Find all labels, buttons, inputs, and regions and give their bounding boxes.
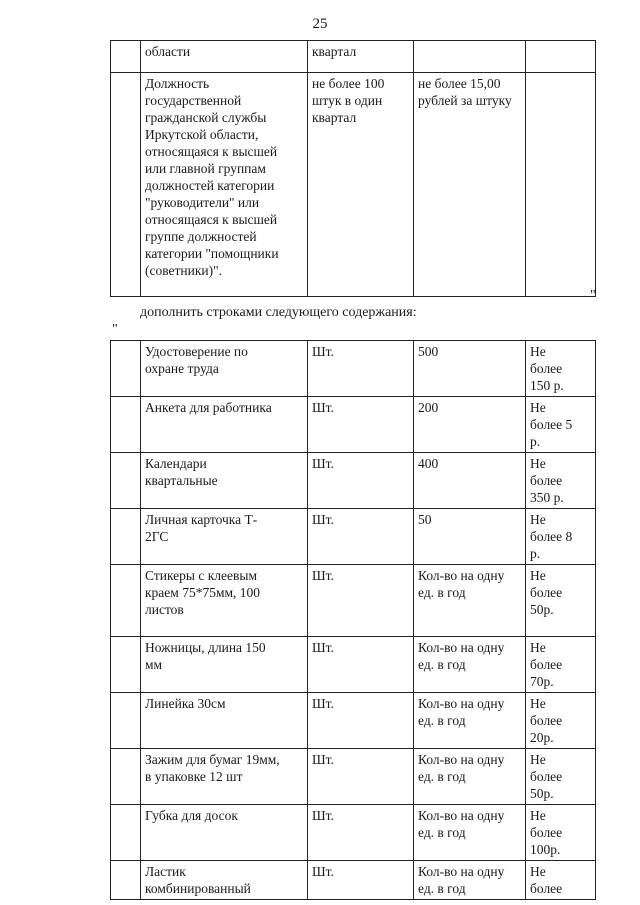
cell-text: Не более (530, 864, 563, 896)
cell-text: Шт. (312, 864, 334, 879)
table-row (111, 397, 596, 453)
table-row (111, 805, 596, 861)
cell-quantity (414, 73, 526, 297)
cell-index (111, 565, 141, 637)
cell-name (141, 73, 308, 297)
cell-unit (308, 805, 414, 861)
cell-name (141, 861, 308, 900)
closing-quote: " (590, 288, 596, 303)
table-row (111, 749, 596, 805)
cell-text: Анкета для работника (145, 400, 272, 415)
cell-name (141, 397, 308, 453)
cell-text: 400 (418, 456, 439, 471)
cell-name (141, 341, 308, 397)
cell-unit (308, 861, 414, 900)
cell-quantity (414, 749, 526, 805)
cell-text: Не более 350 р. (530, 456, 564, 505)
cell-unit (308, 637, 414, 693)
cell-text: Не более 50р. (530, 752, 563, 801)
cell-text: 500 (418, 344, 439, 359)
cell-unit (308, 509, 414, 565)
cell-price (526, 341, 596, 397)
cell-price (526, 861, 596, 900)
cell-text: Личная карточка Т- 2ГС (145, 512, 258, 544)
cell-text: Шт. (312, 568, 334, 583)
cell-text: Линейка 30см (145, 696, 226, 711)
cell-text: Стикеры с клеевым краем 75*75мм, 100 листов (145, 568, 261, 617)
cell-quantity (414, 397, 526, 453)
table-row (111, 693, 596, 749)
cell-index (111, 509, 141, 565)
cell-price (526, 41, 596, 73)
cell-text: Не более 100р. (530, 808, 563, 857)
table-row (111, 861, 596, 900)
cell-index (111, 73, 141, 297)
cell-text: Кол-во на одну ед. в год (418, 752, 505, 784)
cell-text: Не более 8 р. (530, 512, 573, 561)
table-row (111, 565, 596, 637)
cell-text: Календари квартальные (145, 456, 218, 488)
cell-text: Кол-во на одну ед. в год (418, 568, 505, 600)
cell-text: Шт. (312, 512, 334, 527)
cell-index (111, 861, 141, 900)
cell-price (526, 397, 596, 453)
cell-quantity (414, 805, 526, 861)
cell-unit (308, 397, 414, 453)
cell-text: Кол-во на одну ед. в год (418, 640, 505, 672)
cell-index (111, 341, 141, 397)
cell-quantity (414, 693, 526, 749)
cell-name (141, 453, 308, 509)
cell-name (141, 637, 308, 693)
cell-text: Ножницы, длина 150 мм (145, 640, 266, 672)
cell-text: не более 100 штук в один квартал (312, 76, 385, 125)
cell-text: Шт. (312, 752, 334, 767)
cell-unit (308, 341, 414, 397)
opening-quote: " (112, 322, 118, 337)
cell-text: Шт. (312, 456, 334, 471)
items-table (110, 340, 596, 900)
table-row (111, 637, 596, 693)
cell-text: Шт. (312, 344, 334, 359)
cell-unit (308, 565, 414, 637)
cell-text: Губка для досок (145, 808, 238, 823)
cell-text: Удостоверение по охране труда (145, 344, 248, 376)
cell-price (526, 805, 596, 861)
table-row (111, 509, 596, 565)
cell-index (111, 693, 141, 749)
cell-text: не более 15,00 рублей за штуку (418, 76, 512, 108)
intro-text: дополнить строками следующего содержания: (140, 305, 417, 320)
table-row (111, 41, 596, 73)
cell-unit (308, 41, 414, 73)
cell-text: Ластик комбинированный (145, 864, 251, 896)
cell-text: Кол-во на одну ед. в год (418, 696, 505, 728)
cell-name (141, 693, 308, 749)
cell-price (526, 73, 596, 297)
cell-price (526, 749, 596, 805)
table-row (111, 341, 596, 397)
cell-unit (308, 693, 414, 749)
cell-text: Кол-во на одну ед. в год (418, 864, 505, 896)
cell-index (111, 453, 141, 509)
cell-name (141, 41, 308, 73)
cell-name (141, 805, 308, 861)
cell-quantity (414, 637, 526, 693)
cell-index (111, 805, 141, 861)
cell-text: Зажим для бумаг 19мм, в упаковке 12 шт (145, 752, 280, 784)
cell-price (526, 565, 596, 637)
cell-price (526, 453, 596, 509)
cell-text: Должность государственной гражданской службы Иркутской области, относящаяся к высшей или главной группам должностей категории "руководители" или относящаяся к высшей группе должностей категории "помощники (советники)". (145, 76, 279, 278)
cell-name (141, 749, 308, 805)
cell-text: Не более 70р. (530, 640, 563, 689)
continuation-table-body (111, 41, 596, 297)
cell-quantity (414, 565, 526, 637)
cell-text: Шт. (312, 696, 334, 711)
cell-index (111, 637, 141, 693)
cell-unit (308, 749, 414, 805)
table-row (111, 453, 596, 509)
cell-name (141, 565, 308, 637)
cell-quantity (414, 341, 526, 397)
cell-index (111, 397, 141, 453)
cell-quantity (414, 453, 526, 509)
cell-unit (308, 453, 414, 509)
cell-quantity (414, 41, 526, 73)
cell-text: Кол-во на одну ед. в год (418, 808, 505, 840)
cell-index (111, 41, 141, 73)
cell-quantity (414, 861, 526, 900)
cell-price (526, 637, 596, 693)
cell-text: Шт. (312, 400, 334, 415)
continuation-table (110, 40, 596, 297)
cell-text: Шт. (312, 640, 334, 655)
page-number: 25 (312, 16, 328, 32)
cell-text: квартал (312, 44, 357, 59)
cell-text: Не более 5 р. (530, 400, 573, 449)
cell-text: Не более 150 р. (530, 344, 564, 393)
table-row (111, 73, 596, 297)
cell-text: 50 (418, 512, 432, 527)
items-table-body (111, 341, 596, 900)
cell-text: Не более 20р. (530, 696, 563, 745)
cell-text: 200 (418, 400, 439, 415)
cell-text: Шт. (312, 808, 334, 823)
cell-price (526, 509, 596, 565)
cell-text: области (145, 44, 191, 59)
cell-unit (308, 73, 414, 297)
cell-price (526, 693, 596, 749)
cell-quantity (414, 509, 526, 565)
cell-name (141, 509, 308, 565)
cell-text: Не более 50р. (530, 568, 563, 617)
cell-index (111, 749, 141, 805)
